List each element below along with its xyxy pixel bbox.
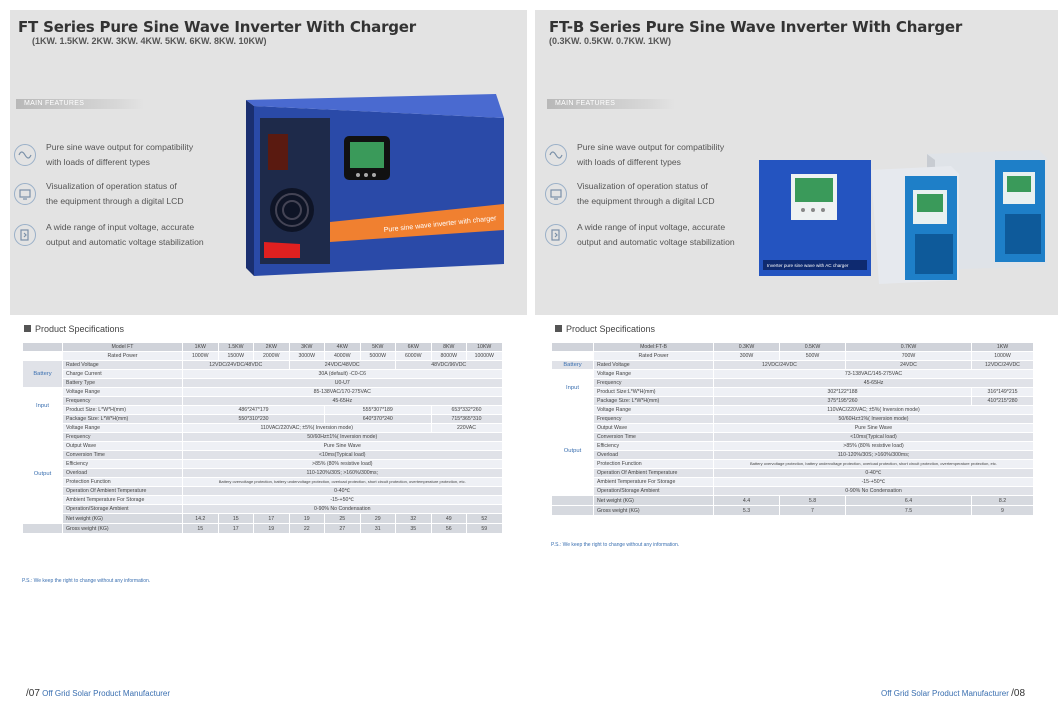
table-row: Product Size: L*W*H(mm) 486*247*179 555*307*189 653*332*260 — [23, 406, 503, 415]
voltage-icon — [545, 224, 567, 246]
table-row: Product Size:L*W*H(mm) 302*122*188 316*149*215 — [552, 388, 1034, 397]
table-row: Charge Current 30A (default) -C0-C6 — [23, 370, 503, 379]
ft-inverter-image — [246, 92, 510, 276]
table-row: Net weight (KG) 4.4 5.8 6.4 8.2 — [552, 496, 1034, 506]
feature-text: Visualization of operation status of the equipment through a digital LCD — [46, 181, 184, 206]
feature-text: Pure sine wave output for compatibility with loads of different types — [577, 142, 725, 167]
table-row: Conversion Time <10ms(Typical load) — [552, 433, 1034, 442]
square-bullet-icon — [24, 325, 31, 332]
left-page — [0, 0, 527, 718]
ft-spec-table — [22, 342, 503, 534]
sine-wave-icon — [14, 144, 36, 166]
table-row: Model FT 1KW 1.5KW 2KW 3KW 4KW 5KW 6KW 8KW 10KW — [23, 343, 503, 352]
table-row: Operation Of Ambient Temperature 0-40℃ — [23, 487, 503, 496]
feature-text: Pure sine wave output for compatibility with loads of different types — [46, 142, 194, 167]
table-row: Frequency 50/60Hz±1%( Inversion mode) — [552, 415, 1034, 424]
table-row: Net weight (KG) 14.2 15 17 19 25 29 32 49 52 — [23, 514, 503, 524]
right-page — [531, 0, 1058, 718]
table-row: Battery Rated Voltage 12VDC/24VDC/48VDC 24VDC/48VDC 48VDC/96VDC — [23, 361, 503, 370]
square-bullet-icon — [555, 325, 562, 332]
spec-heading: Product Specifications — [555, 324, 655, 334]
table-row: Protection Function Battery overvoltage protection, battery undervoltage protection, overload protection, short circuit protection, overtemperature protection, etc. — [23, 478, 503, 487]
table-row: Ambient Temperature For Storage -15-+50℃ — [23, 496, 503, 505]
product-label-text: Inverter pure sine wave with AC charger — [767, 263, 849, 268]
feature-item — [14, 179, 274, 211]
table-row: Output Wave Pure Sine Wave — [552, 424, 1034, 433]
table-row: Operation Of Ambient Temperature 0-40℃ — [552, 469, 1034, 478]
table-row: Overload 110-120%/30S; >160%/300ms; — [552, 451, 1034, 460]
voltage-icon — [14, 224, 36, 246]
table-row: Gross weight (KG) 5.3 7 7.5 9 — [552, 506, 1034, 516]
table-row: Package Size: L*W*H(mm) 375*195*260 410*215*280 — [552, 397, 1034, 406]
page-title: FT-B Series Pure Sine Wave Inverter With Charger — [549, 18, 963, 36]
ps-note: P.S.: We keep the right to change without any information. — [551, 542, 680, 548]
table-row: Gross weight (KG) 15 17 19 22 27 31 35 56 59 — [23, 524, 503, 534]
main-features-label: MAIN FEATURES — [16, 99, 144, 109]
feature-item — [14, 140, 274, 172]
feature-text: Visualization of operation status of the equipment through a digital LCD — [577, 181, 715, 206]
spec-heading: Product Specifications — [24, 324, 124, 334]
feature-text: A wide range of input voltage, accurate output and automatic voltage stabilization — [46, 222, 204, 247]
page-footer: /07 Off Grid Solar Product Manufacturer — [26, 688, 171, 699]
table-row: Output Wave Pure Sine Wave — [23, 442, 503, 451]
page-subtitle: (0.3KW. 0.5KW. 0.7KW. 1KW) — [549, 36, 672, 46]
table-row: Ambient Temperature For Storage -15-+50℃ — [552, 478, 1034, 487]
ft-b-inverter-image — [759, 146, 1049, 290]
table-row: Package Size: L*W*H(mm) 550*310*230 640*370*240 715*365*310 — [23, 415, 503, 424]
sine-wave-icon — [545, 144, 567, 166]
table-row: Efficiency >85% (80% resistive load) — [552, 442, 1034, 451]
main-features-label: MAIN FEATURES — [547, 99, 675, 109]
page-title: FT Series Pure Sine Wave Inverter With Charger — [18, 18, 416, 36]
table-row: Output Voltage Range 110VAC/220VAC; ±5%( Inversion mode) — [552, 406, 1034, 415]
table-row: Battery Type U0-U7 — [23, 379, 503, 388]
table-row: Frequency 45-65Hz — [552, 379, 1034, 388]
table-row: Input Voltage Range 73-138VAC/145-275VAC — [552, 370, 1034, 379]
table-row: Frequency 45-65Hz — [23, 397, 503, 406]
table-row: Battery Rated Voltage 12VDC/24VDC 24VDC 12VDC/24VDC — [552, 361, 1034, 370]
page-subtitle: (1KW. 1.5KW. 2KW. 3KW. 4KW. 5KW. 6KW. 8KW. 10KW) — [32, 36, 267, 46]
table-row: Overload 110-120%/30S; >160%/300ms; — [23, 469, 503, 478]
product-label-text: Pure sine wave inverter with charger — [383, 215, 497, 234]
table-row: Rated Power 1000W 1500W 2000W 3000W 4000W 5000W 6000W 8000W 10000W — [23, 352, 503, 361]
table-row: Protection Function Battery overvoltage protection, battery undervoltage protection, overload protection, short circuit protection, overtemperature protection, etc. — [552, 460, 1034, 469]
feature-item — [14, 220, 274, 252]
table-row: Operation/Storage Ambient 0-90% No Condensation — [552, 487, 1034, 496]
ps-note: P.S.: We keep the right to change without any information. — [22, 578, 151, 584]
page-footer: Off Grid Solar Product Manufacturer /08 — [881, 688, 1026, 699]
table-row: Input Voltage Range 85-138VAC/170-275VAC — [23, 388, 503, 397]
table-row: Rated Power 300W 500W 700W 1000W — [552, 352, 1034, 361]
table-row: Operation/Storage Ambient 0-90% No Condensation — [23, 505, 503, 514]
monitor-icon — [14, 183, 36, 205]
table-row: Efficiency >85% (80% resistive load) — [23, 460, 503, 469]
table-row: Frequency 50/60Hz±1%( Inversion mode) — [23, 433, 503, 442]
table-row: Model:FT-B 0.3KW 0.5KW 0.7KW 1KW — [552, 343, 1034, 352]
monitor-icon — [545, 183, 567, 205]
feature-text: A wide range of input voltage, accurate output and automatic voltage stabilization — [577, 222, 735, 247]
ft-b-spec-table — [551, 342, 1034, 516]
table-row: Conversion Time <10ms(Typical load) — [23, 451, 503, 460]
table-row: Output Voltage Range 110VAC/220VAC; ±5%( Inversion mode) 220VAC — [23, 424, 503, 433]
